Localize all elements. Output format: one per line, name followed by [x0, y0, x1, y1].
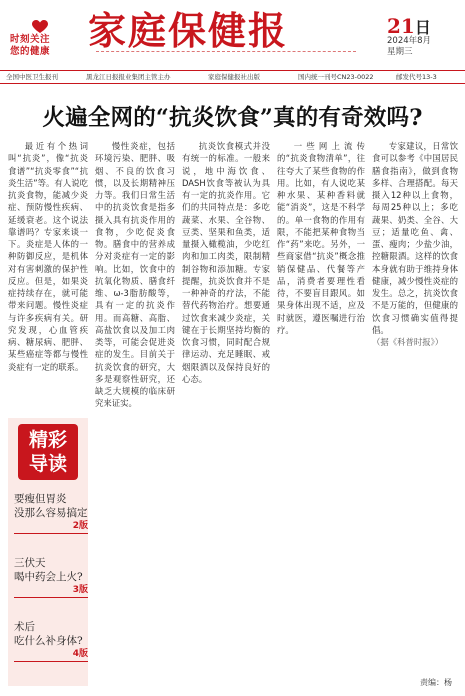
info-publisher: 黑龙江日报报业集团主管主办: [86, 73, 171, 81]
guide-badge: [18, 424, 78, 480]
guide-item[interactable]: [14, 492, 88, 534]
slogan: [10, 20, 78, 58]
article-text: 专家建议，日常饮食可以参考《中国居民膳食指南》，做到食物多样、合理搭配。每天摄入12种以上食物，每周25种以上；多吃蔬果、奶类、全谷、大豆；适量吃鱼、禽、蛋、瘦肉；少盐少油，控糖限酒。这样的饮食本身就有助于维持身体健康，减少慢性炎症的发生。总之，抗炎饮食不是万能的，但健康的饮食习惯确实值得提倡。: [372, 141, 458, 335]
article-column-3: [182, 140, 270, 680]
info-bar: [0, 70, 465, 84]
guide-item-page: 4版: [72, 649, 88, 659]
info-issn: 国内统一刊号CN23-0022: [298, 73, 374, 81]
issue-day: [387, 14, 431, 38]
article-text: 最近有个热词叫“抗炎”，像“抗炎食谱”“抗炎零食”“抗炎生活”等。有人说吃抗炎食物，能减少炎症、预防慢性疾病、延缓衰老。这个说法靠谱吗？专家来谈一下。炎症是人体的一种防御反应，是机体对有害刺激的保护性反应。但是，如果炎症持续存在，就可能带来问题。慢性炎症与许多疾病有关。研究发现，心血管疾病、糖尿病、肥胖、某些癌症等都与慢性炎症有一定的联系。: [8, 141, 88, 372]
guide-item[interactable]: [14, 620, 88, 662]
slogan-line1: 时刻关注: [10, 34, 51, 45]
article-text: 一些网上流传的“抗炎食物清单”，往往夸大了某些食物的作用。比如，有人说吃某种水果、某种香料就能“消炎”，这是不科学的。单一食物的作用有限，不能把某种食物当作“药”来吃。另外，一些商家借“抗炎”概念推销保健品、代餐等产品，消费者要理性看待，不要盲目跟风。如果身体出现不适，应及时就医，遵医嘱进行治疗。: [277, 141, 365, 335]
guide-item[interactable]: [14, 556, 88, 598]
article-column-4: [277, 140, 365, 680]
title-underline: [96, 51, 356, 58]
guide-item-page: 2版: [72, 521, 88, 531]
issue-day-suffix: 日: [414, 18, 431, 37]
guide-item-title-2: 没那么容易搞定: [14, 507, 88, 519]
guide-item-title-1: 术后: [14, 621, 35, 633]
info-category: 全国中医卫生报刊: [6, 73, 58, 81]
guide-badge-line2: 导读: [28, 453, 67, 475]
headline: 火遍全网的“抗炎饮食”真的有奇效吗?: [42, 105, 423, 131]
guide-item-title-2: 喝中药会上火?: [14, 571, 83, 583]
guide-badge-line1: 精彩: [28, 429, 67, 451]
newspaper-title: 家庭保健报: [88, 8, 289, 53]
article-text: 抗炎饮食模式并没有统一的标准。一般来说，地中海饮食、DASH饮食等被认为具有一定的抗炎作用。它们的共同特点是：多吃蔬菜、水果、全谷物、豆类、坚果和鱼类，适量摄入橄榄油，少吃红肉和加工肉类，限制精制谷物和添加糖。专家提醒，抗炎饮食并不是一种神奇的疗法，不能替代药物治疗。想要通过饮食来减少炎症，关键在于长期坚持均衡的饮食习惯，同时配合规律运动、充足睡眠、戒烟限酒以及保持良好的心态。: [182, 141, 270, 384]
article-column-2: [95, 140, 175, 682]
info-postcode: 邮发代号13-3: [396, 73, 437, 81]
issue-day-number: 21: [387, 14, 415, 38]
guide-item-title-1: 要瘦但胃炎: [14, 493, 67, 505]
guide-item-title-1: 三伏天: [14, 557, 46, 569]
issue-meta: [387, 36, 431, 58]
slogan-line2: 您的健康: [10, 46, 51, 57]
issue-date: 2024年8月: [387, 36, 432, 46]
info-press: 家庭保健报社出版: [208, 73, 260, 81]
heart-icon: [32, 20, 48, 34]
guide-box: [8, 418, 88, 686]
article-column-5: [372, 140, 458, 680]
editor-credit: 责编：杨: [420, 678, 452, 687]
article-source: （据《科普时报》）: [372, 337, 444, 347]
article-text: 慢性炎症，包括环境污染、肥胖、吸烟、不良的饮食习惯，以及长期精神压力等。我们日常生活中的抗炎饮食是指多摄入具有抗炎作用的食物，少吃促炎食物。膳食中的营养成分对炎症有一定的影响。比如，饮食中的抗氧化物质、膳食纤维、ω-3脂肪酸等，具有一定的抗炎作用。而高糖、高脂、高盐饮食以及加工肉类等，可能会促进炎症的发生。目前关于抗炎饮食的研究，大多是观察性研究，还缺乏大规模的临床研究来证实。: [95, 141, 175, 409]
masthead: [0, 0, 465, 70]
guide-item-title-2: 吃什么补身体?: [14, 635, 83, 647]
guide-item-page: 3版: [72, 585, 88, 595]
issue-weekday: 星期三: [387, 47, 413, 57]
